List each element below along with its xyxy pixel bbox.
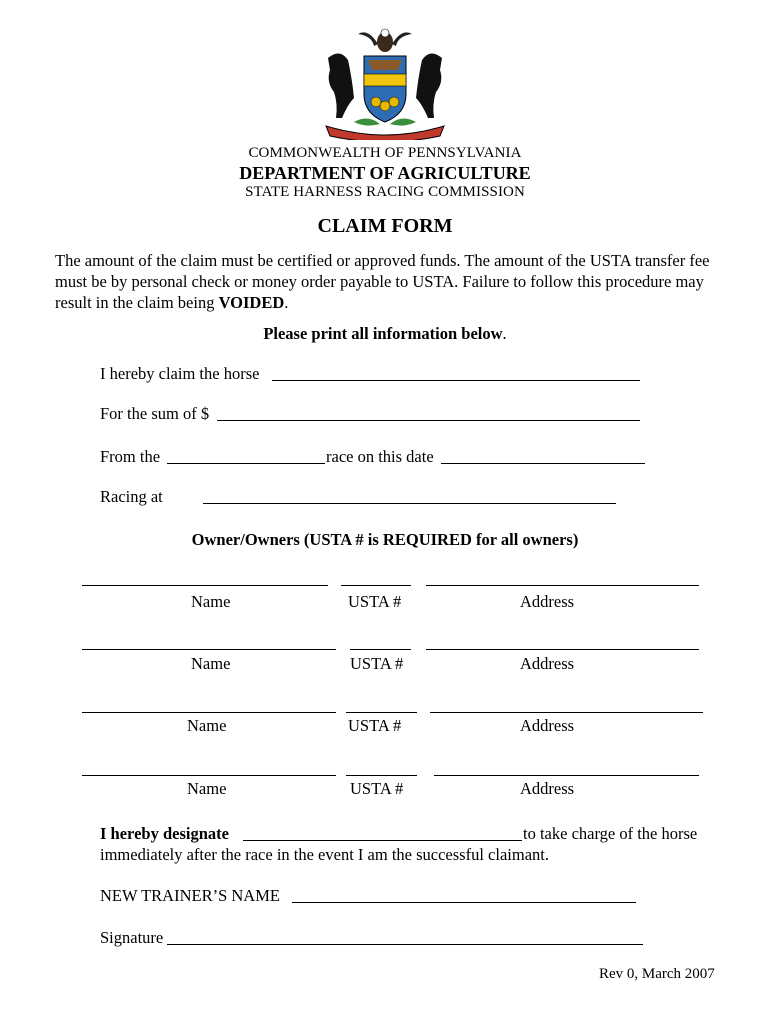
sum-label: For the sum of $: [100, 404, 210, 423]
racing-at-label: Racing at: [100, 487, 163, 506]
owner-address-field[interactable]: [426, 585, 699, 586]
intro-paragraph: The amount of the claim must be certified or approved funds. The amount of the USTA transfer fee must be by personal check or money order payable to USTA. Failure to follow this procedure may result in the claim being VOIDED.: [55, 251, 710, 312]
owner-usta-field[interactable]: [346, 712, 417, 713]
new-trainer-field[interactable]: [292, 902, 636, 903]
race-date-label: race on this date: [326, 447, 434, 466]
header-commission: STATE HARNESS RACING COMMISSION: [245, 184, 525, 200]
new-trainer-label: NEW TRAINER’S NAME: [100, 886, 280, 905]
owner-usta-label: USTA #: [350, 654, 404, 673]
race-date-field[interactable]: [441, 463, 645, 464]
owner-name-field[interactable]: [82, 585, 328, 586]
header-department: DEPARTMENT OF AGRICULTURE: [239, 163, 531, 183]
owner-name-label: Name: [187, 716, 227, 735]
owner-name-field[interactable]: [82, 775, 336, 776]
owner-name-label: Name: [191, 654, 231, 673]
designate-continuation: immediately after the race in the event I am the successful claimant.: [100, 845, 549, 864]
owner-name-label: Name: [191, 592, 231, 611]
owner-name-field[interactable]: [82, 712, 336, 713]
signature-label: Signature: [100, 928, 164, 947]
claim-horse-field[interactable]: [272, 380, 640, 381]
pennsylvania-coat-of-arms-seal: [318, 22, 452, 140]
owner-usta-label: USTA #: [348, 592, 402, 611]
owner-usta-field[interactable]: [341, 585, 411, 586]
racing-at-field[interactable]: [203, 503, 616, 504]
revision-note: Rev 0, March 2007: [599, 966, 715, 982]
designate-field[interactable]: [243, 840, 522, 841]
owner-address-label: Address: [520, 654, 575, 673]
from-the-label: From the: [100, 447, 161, 466]
owner-name-label: Name: [187, 779, 227, 798]
designate-suffix: to take charge of the horse: [523, 824, 698, 843]
signature-field[interactable]: [167, 944, 643, 945]
form-title: CLAIM FORM: [317, 215, 453, 237]
owner-usta-field[interactable]: [350, 649, 411, 650]
print-instruction: Please print all information below.: [263, 324, 507, 343]
owner-address-field[interactable]: [426, 649, 699, 650]
owner-usta-label: USTA #: [350, 779, 404, 798]
owner-address-label: Address: [520, 592, 575, 611]
owner-usta-field[interactable]: [346, 775, 417, 776]
owner-address-field[interactable]: [430, 712, 703, 713]
owners-heading: Owner/Owners (USTA # is REQUIRED for all owners): [191, 530, 579, 549]
header-commonwealth: COMMONWEALTH OF PENNSYLVANIA: [248, 145, 522, 161]
owner-address-field[interactable]: [434, 775, 699, 776]
claim-horse-label: I hereby claim the horse: [100, 364, 260, 383]
race-number-field[interactable]: [167, 463, 325, 464]
sum-field[interactable]: [217, 420, 640, 421]
owner-address-label: Address: [520, 716, 575, 735]
designate-label: I hereby designate: [100, 824, 229, 843]
owner-name-field[interactable]: [82, 649, 336, 650]
owner-address-label: Address: [520, 779, 575, 798]
owner-usta-label: USTA #: [348, 716, 402, 735]
